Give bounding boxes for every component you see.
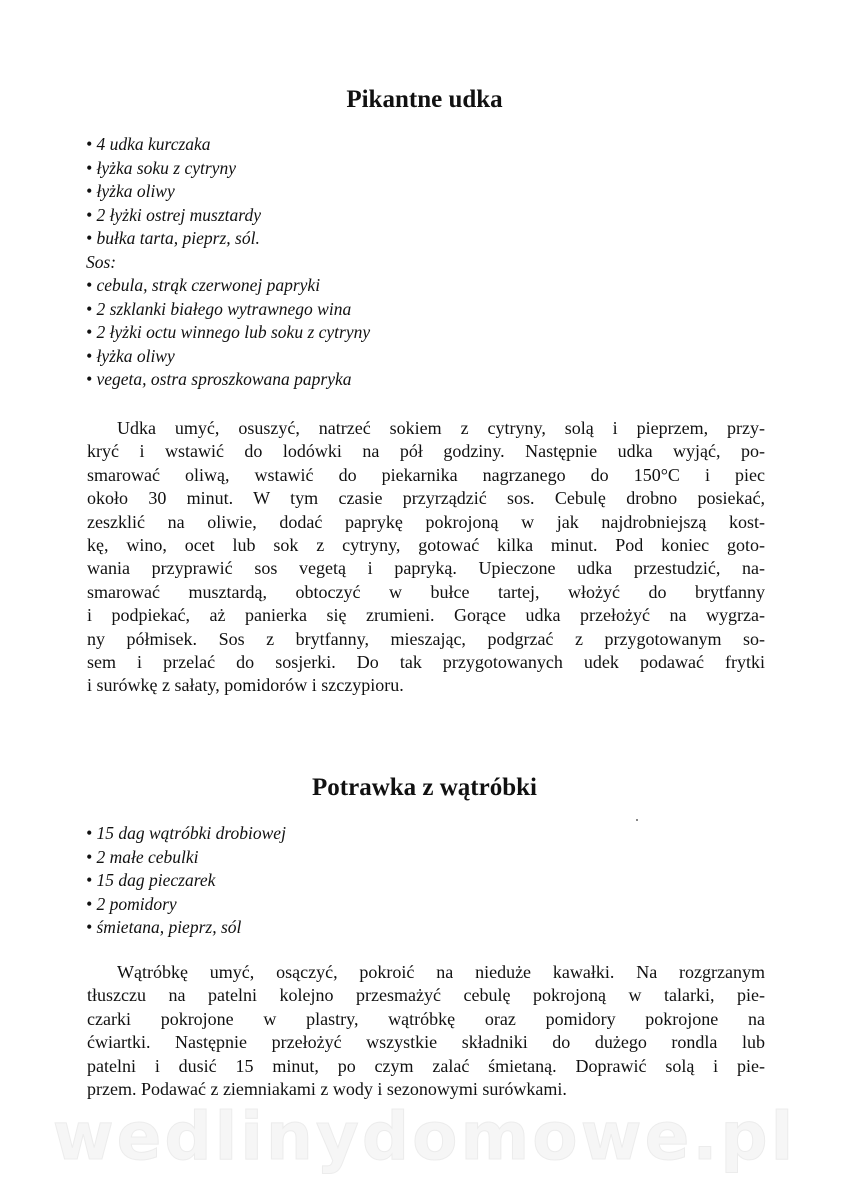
paragraph-line: około 30 minut. W tym czasie przyrządzić sos. Cebulę drobno posiekać, bbox=[87, 488, 765, 509]
ingredient-item: • bułka tarta, pieprz, sól. bbox=[86, 228, 260, 248]
ingredient-item: • 2 łyżki octu winnego lub soku z cytryny bbox=[86, 322, 371, 342]
ingredient-list bbox=[86, 133, 370, 392]
ingredient-item: • łyżka soku z cytryny bbox=[86, 157, 236, 178]
ingredient-item: • cebula, strąk czerwonej papryki bbox=[86, 275, 321, 295]
ingredient-item: • 4 udka kurczaka bbox=[86, 134, 211, 154]
instructions-paragraph bbox=[87, 961, 765, 1101]
ingredient-item: • 15 dag pieczarek bbox=[86, 870, 216, 890]
scan-speck bbox=[636, 819, 638, 821]
ingredient-item: • 2 łyżki ostrej musztardy bbox=[86, 204, 261, 225]
paragraph-line: i surówkę z sałaty, pomidorów i szczypioru. bbox=[87, 675, 404, 696]
recipe-title: Potrawka z wątróbki bbox=[312, 774, 537, 801]
paragraph-line: czarki pokrojone w plastry, wątróbkę oraz pomidory pokrojone na bbox=[87, 1008, 765, 1029]
recipe-title: Pikantne udka bbox=[346, 86, 503, 113]
instructions-paragraph bbox=[87, 417, 765, 698]
ingredient-item: Sos: bbox=[86, 251, 117, 272]
paragraph-line: smarować oliwą, wstawić do piekarnika nagrzanego do 150°C i piec bbox=[87, 464, 765, 485]
ingredient-item: • 2 pomidory bbox=[86, 893, 177, 914]
paragraph-line: przem. Podawać z ziemniakami z wody i sezonowymi surówkami. bbox=[87, 1079, 567, 1100]
paragraph-line: ćwiartki. Następnie przełożyć wszystkie składniki do dużego rondla lub bbox=[87, 1032, 765, 1053]
paragraph-line: kryć i wstawić do lodówki na pół godziny. Następnie udka wyjąć, po- bbox=[87, 441, 765, 462]
ingredient-item: • 2 szklanki białego wytrawnego wina bbox=[86, 298, 352, 319]
paragraph-line: wania przyprawić sos vegetą i papryką. Upieczone udka przestudzić, na- bbox=[87, 558, 765, 579]
paragraph-line: tłuszczu na patelni kolejno przesmażyć cebulę pokrojoną w talarki, pie- bbox=[87, 985, 765, 1006]
ingredient-item: • 2 małe cebulki bbox=[86, 846, 199, 867]
paragraph-line: kę, wino, ocet lub sok z cytryny, gotować kilka minut. Pod koniec goto- bbox=[87, 535, 765, 556]
paragraph-line: Udka umyć, osuszyć, natrzeć sokiem z cytryny, solą i pieprzem, przy- bbox=[117, 418, 765, 438]
ingredient-item: • vegeta, ostra sproszkowana papryka bbox=[86, 369, 352, 389]
paragraph-line: zeszklić na oliwie, dodać paprykę pokrojoną w jak najdrobniejszą kost- bbox=[87, 511, 765, 532]
ingredient-item: • śmietana, pieprz, sól bbox=[86, 917, 242, 937]
ingredient-item: • łyżka oliwy bbox=[86, 181, 175, 201]
paragraph-line: Wątróbkę umyć, osączyć, pokroić na nieduże kawałki. Na rozgrzanym bbox=[117, 962, 765, 982]
ingredient-item: • 15 dag wątróbki drobiowej bbox=[86, 823, 286, 843]
paragraph-line: smarować musztardą, obtoczyć w bułce tartej, włożyć do brytfanny bbox=[87, 581, 765, 602]
ingredient-list bbox=[86, 822, 286, 940]
paragraph-line: patelni i dusić 15 minut, po czym zalać śmietaną. Doprawić solą i pie- bbox=[87, 1055, 765, 1076]
ingredient-item: • łyżka oliwy bbox=[86, 345, 175, 366]
paragraph-line: ny półmisek. Sos z brytfanny, mieszając, podgrzać z przygotowanym so- bbox=[87, 628, 765, 649]
paragraph-line: sem i przelać do sosjerki. Do tak przygotowanych udek podawać frytki bbox=[87, 652, 765, 673]
paragraph-line: i podpiekać, aż panierka się zrumieni. Gorące udka przełożyć na wygrza- bbox=[87, 605, 765, 626]
watermark: wedlinydomowe.pl bbox=[52, 1098, 797, 1175]
